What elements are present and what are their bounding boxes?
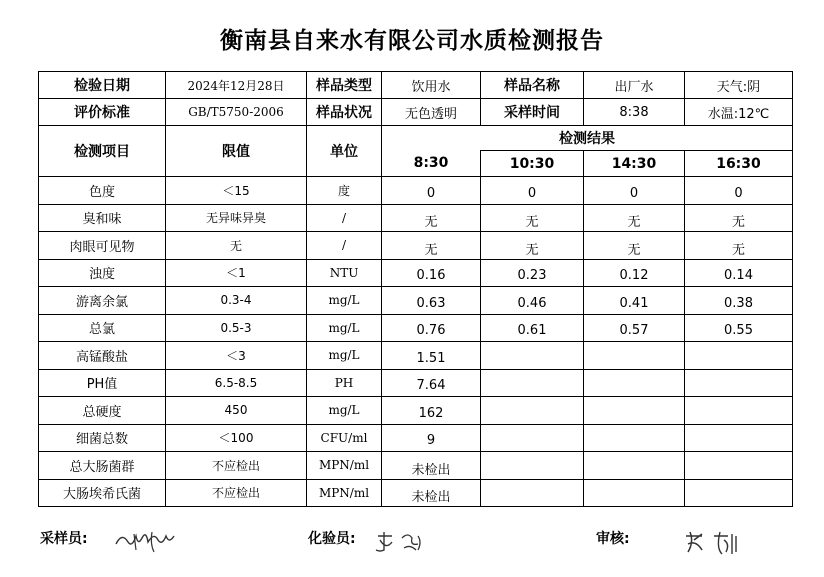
result-value: 无 xyxy=(584,232,685,260)
result-value xyxy=(481,342,584,370)
item-name: 总硬度 xyxy=(39,397,166,425)
water-temp-value: 水温:12℃ xyxy=(685,99,793,126)
time-header-3: 16:30 xyxy=(685,151,793,177)
item-limit: ＜1 xyxy=(166,259,307,287)
item-name: 肉眼可见物 xyxy=(39,232,166,260)
item-unit: / xyxy=(307,204,382,232)
time-header-0: 8:30 xyxy=(382,151,481,177)
tester-signature xyxy=(372,526,432,556)
result-value: 0 xyxy=(481,177,584,205)
result-value: 0.41 xyxy=(584,287,685,315)
sample-time-label: 采样时间 xyxy=(481,99,584,126)
standard-value: GB/T5750-2006 xyxy=(166,99,307,126)
result-value xyxy=(481,479,584,507)
item-limit: 6.5-8.5 xyxy=(166,369,307,397)
result-value xyxy=(584,424,685,452)
result-value: 0.55 xyxy=(685,314,793,342)
item-limit: 无 xyxy=(166,232,307,260)
result-value: 162 xyxy=(382,397,481,425)
sample-name-label: 样品名称 xyxy=(481,72,584,99)
column-header-row xyxy=(39,126,793,151)
item-unit: mg/L xyxy=(307,314,382,342)
table-row xyxy=(39,452,793,480)
result-value xyxy=(685,397,793,425)
table-row xyxy=(39,397,793,425)
result-value: 0 xyxy=(685,177,793,205)
sampler-signature xyxy=(112,526,182,556)
header-row-1 xyxy=(39,72,793,99)
inspect-date-value: 2024年12月28日 xyxy=(166,72,307,99)
result-value: 无 xyxy=(481,204,584,232)
item-name: 高锰酸盐 xyxy=(39,342,166,370)
tester-label: 化验员: xyxy=(308,531,356,547)
item-name: 色度 xyxy=(39,177,166,205)
item-limit: 0.5-3 xyxy=(166,314,307,342)
sample-type-value: 饮用水 xyxy=(382,72,481,99)
result-value: 0.46 xyxy=(481,287,584,315)
result-value: 无 xyxy=(382,204,481,232)
item-name: 浊度 xyxy=(39,259,166,287)
item-name: 总氯 xyxy=(39,314,166,342)
result-value: 无 xyxy=(481,232,584,260)
item-unit: mg/L xyxy=(307,342,382,370)
result-value: 0.63 xyxy=(382,287,481,315)
sampler-label: 采样员: xyxy=(40,531,88,547)
item-name: 细菌总数 xyxy=(39,424,166,452)
result-value: 7.64 xyxy=(382,369,481,397)
result-value: 0.38 xyxy=(685,287,793,315)
item-unit: / xyxy=(307,232,382,260)
sample-type-label: 样品类型 xyxy=(307,72,382,99)
col-unit-header: 单位 xyxy=(307,126,382,177)
result-value: 0.23 xyxy=(481,259,584,287)
header-row-2 xyxy=(39,99,793,126)
result-value xyxy=(481,369,584,397)
result-value: 无 xyxy=(584,204,685,232)
item-unit: 度 xyxy=(307,177,382,205)
item-limit: 不应检出 xyxy=(166,479,307,507)
table-row xyxy=(39,424,793,452)
table-row xyxy=(39,259,793,287)
result-value: 0 xyxy=(584,177,685,205)
item-unit: MPN/ml xyxy=(307,479,382,507)
result-value: 无 xyxy=(685,232,793,260)
item-unit: CFU/ml xyxy=(307,424,382,452)
item-limit: ＜15 xyxy=(166,177,307,205)
result-value: 0.14 xyxy=(685,259,793,287)
sample-time-value: 8:38 xyxy=(584,99,685,126)
item-unit: mg/L xyxy=(307,287,382,315)
result-value xyxy=(584,342,685,370)
item-unit: NTU xyxy=(307,259,382,287)
result-value xyxy=(584,452,685,480)
standard-label: 评价标准 xyxy=(39,99,166,126)
result-value: 无 xyxy=(685,204,793,232)
result-value: 未检出 xyxy=(382,452,481,480)
result-value: 0.61 xyxy=(481,314,584,342)
result-value: 0.76 xyxy=(382,314,481,342)
sample-name-value: 出厂水 xyxy=(584,72,685,99)
table-row xyxy=(39,287,793,315)
item-name: 总大肠菌群 xyxy=(39,452,166,480)
sample-status-label: 样品状况 xyxy=(307,99,382,126)
item-unit: mg/L xyxy=(307,397,382,425)
table-row xyxy=(39,342,793,370)
report-title: 衡南县自来水有限公司水质检测报告 xyxy=(220,28,604,54)
col-limit-header: 限值 xyxy=(166,126,307,177)
item-limit: 450 xyxy=(166,397,307,425)
result-value xyxy=(685,479,793,507)
result-value: 0.12 xyxy=(584,259,685,287)
item-limit: ＜100 xyxy=(166,424,307,452)
item-limit: 不应检出 xyxy=(166,452,307,480)
water-quality-table xyxy=(38,71,793,507)
result-value xyxy=(584,369,685,397)
table-row xyxy=(39,177,793,205)
col-results-header: 检测结果 xyxy=(382,126,793,151)
item-limit: 0.3-4 xyxy=(166,287,307,315)
result-value xyxy=(685,424,793,452)
table-row xyxy=(39,369,793,397)
time-header-2: 14:30 xyxy=(584,151,685,177)
reviewer-label: 审核: xyxy=(596,531,630,547)
table-row xyxy=(39,204,793,232)
result-value xyxy=(584,479,685,507)
item-name: 游离余氯 xyxy=(39,287,166,315)
result-value xyxy=(481,424,584,452)
result-value xyxy=(685,452,793,480)
item-unit: MPN/ml xyxy=(307,452,382,480)
result-value: 0.16 xyxy=(382,259,481,287)
result-value: 0 xyxy=(382,177,481,205)
time-header-1: 10:30 xyxy=(481,151,584,177)
table-row xyxy=(39,314,793,342)
result-value xyxy=(685,342,793,370)
result-value: 0.57 xyxy=(584,314,685,342)
result-value: 无 xyxy=(382,232,481,260)
result-value xyxy=(685,369,793,397)
item-limit: 无异味异臭 xyxy=(166,204,307,232)
result-value xyxy=(481,397,584,425)
item-name: 臭和味 xyxy=(39,204,166,232)
result-value: 9 xyxy=(382,424,481,452)
inspect-date-label: 检验日期 xyxy=(39,72,166,99)
result-value xyxy=(481,452,584,480)
col-item-header: 检测项目 xyxy=(39,126,166,177)
result-value: 1.51 xyxy=(382,342,481,370)
result-value xyxy=(584,397,685,425)
result-value: 未检出 xyxy=(382,479,481,507)
reviewer-signature xyxy=(680,526,744,558)
item-limit: ＜3 xyxy=(166,342,307,370)
item-unit: PH xyxy=(307,369,382,397)
item-name: PH值 xyxy=(39,369,166,397)
sample-status-value: 无色透明 xyxy=(382,99,481,126)
table-row xyxy=(39,232,793,260)
weather-value: 天气:阴 xyxy=(685,72,793,99)
table-row xyxy=(39,479,793,507)
item-name: 大肠埃希氏菌 xyxy=(39,479,166,507)
